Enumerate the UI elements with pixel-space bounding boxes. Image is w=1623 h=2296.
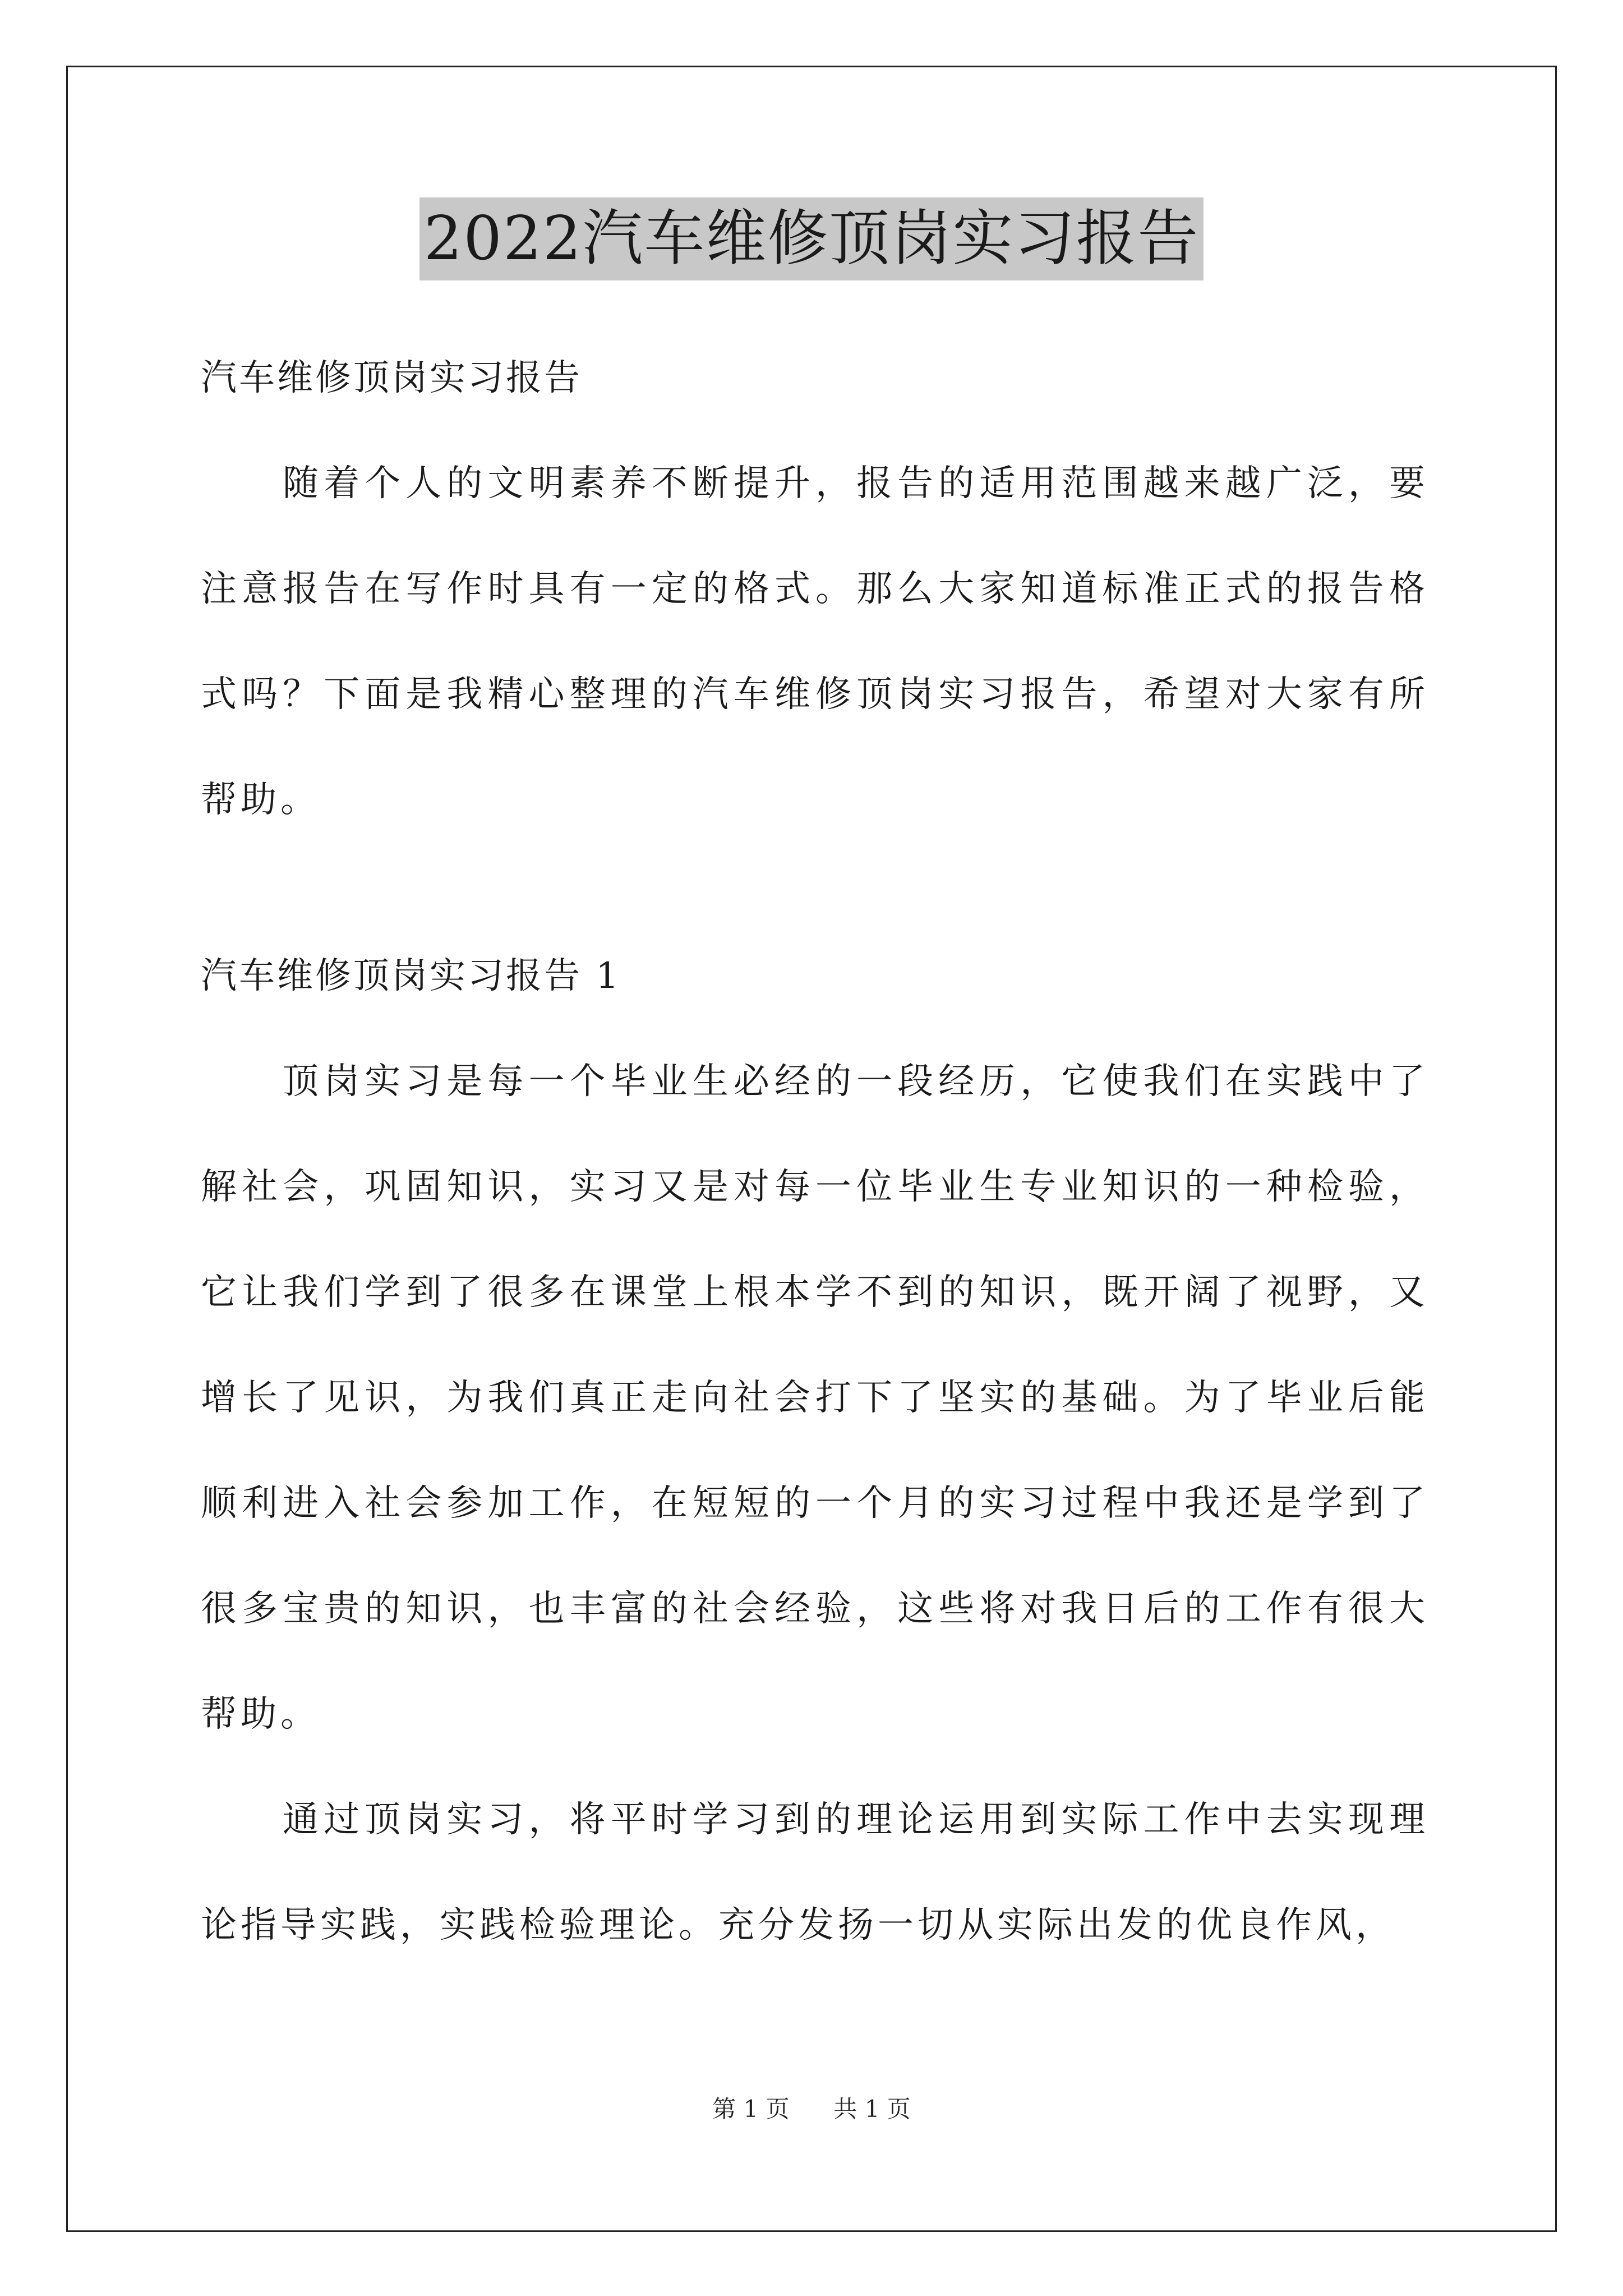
body-paragraph-2: 通过顶岗实习，将平时学习到的理论运用到实际工作中去实现理论指导实践，实践检验理论。充分发扬一切从实际出发的优良作风，: [201, 1799, 1429, 1946]
body-paragraph-1: 顶岗实习是每一个毕业生必经的一段经历，它使我们在实践中了解社会，巩固知识，实习又是对每一位毕业生专业知识的一种检验，它让我们学到了很多在课堂上根本学不到的知识，既开阔了视野，又增长了见识，为我们真正走向社会打下了坚实的基础。为了毕业后能顺利进入社会参加工作，在短短的一个月的实习过程中我还是学到了很多宝贵的知识，也丰富的社会经验，这些将对我日后的工作有很大帮助。: [201, 1061, 1429, 1735]
page-number: 第 1 页: [712, 2095, 790, 2123]
section-heading: 汽车维修顶岗实习报告 1: [201, 955, 621, 997]
title-container: [0, 197, 1623, 280]
document-body: [201, 325, 1429, 1978]
document-subtitle: 汽车维修顶岗实习报告: [201, 357, 582, 399]
page-footer: [0, 2092, 1623, 2126]
document-title: 2022汽车维修顶岗实习报告: [419, 197, 1204, 280]
section-gap: [201, 853, 1429, 923]
page-total: 共 1 页: [833, 2095, 911, 2123]
intro-paragraph: 随着个人的文明素养不断提升，报告的适用范围越来越广泛，要注意报告在写作时具有一定的格式。那么大家知道标准正式的报告格式吗？下面是我精心整理的汽车维修顶岗实习报告，希望对大家有所帮助。: [201, 463, 1429, 821]
